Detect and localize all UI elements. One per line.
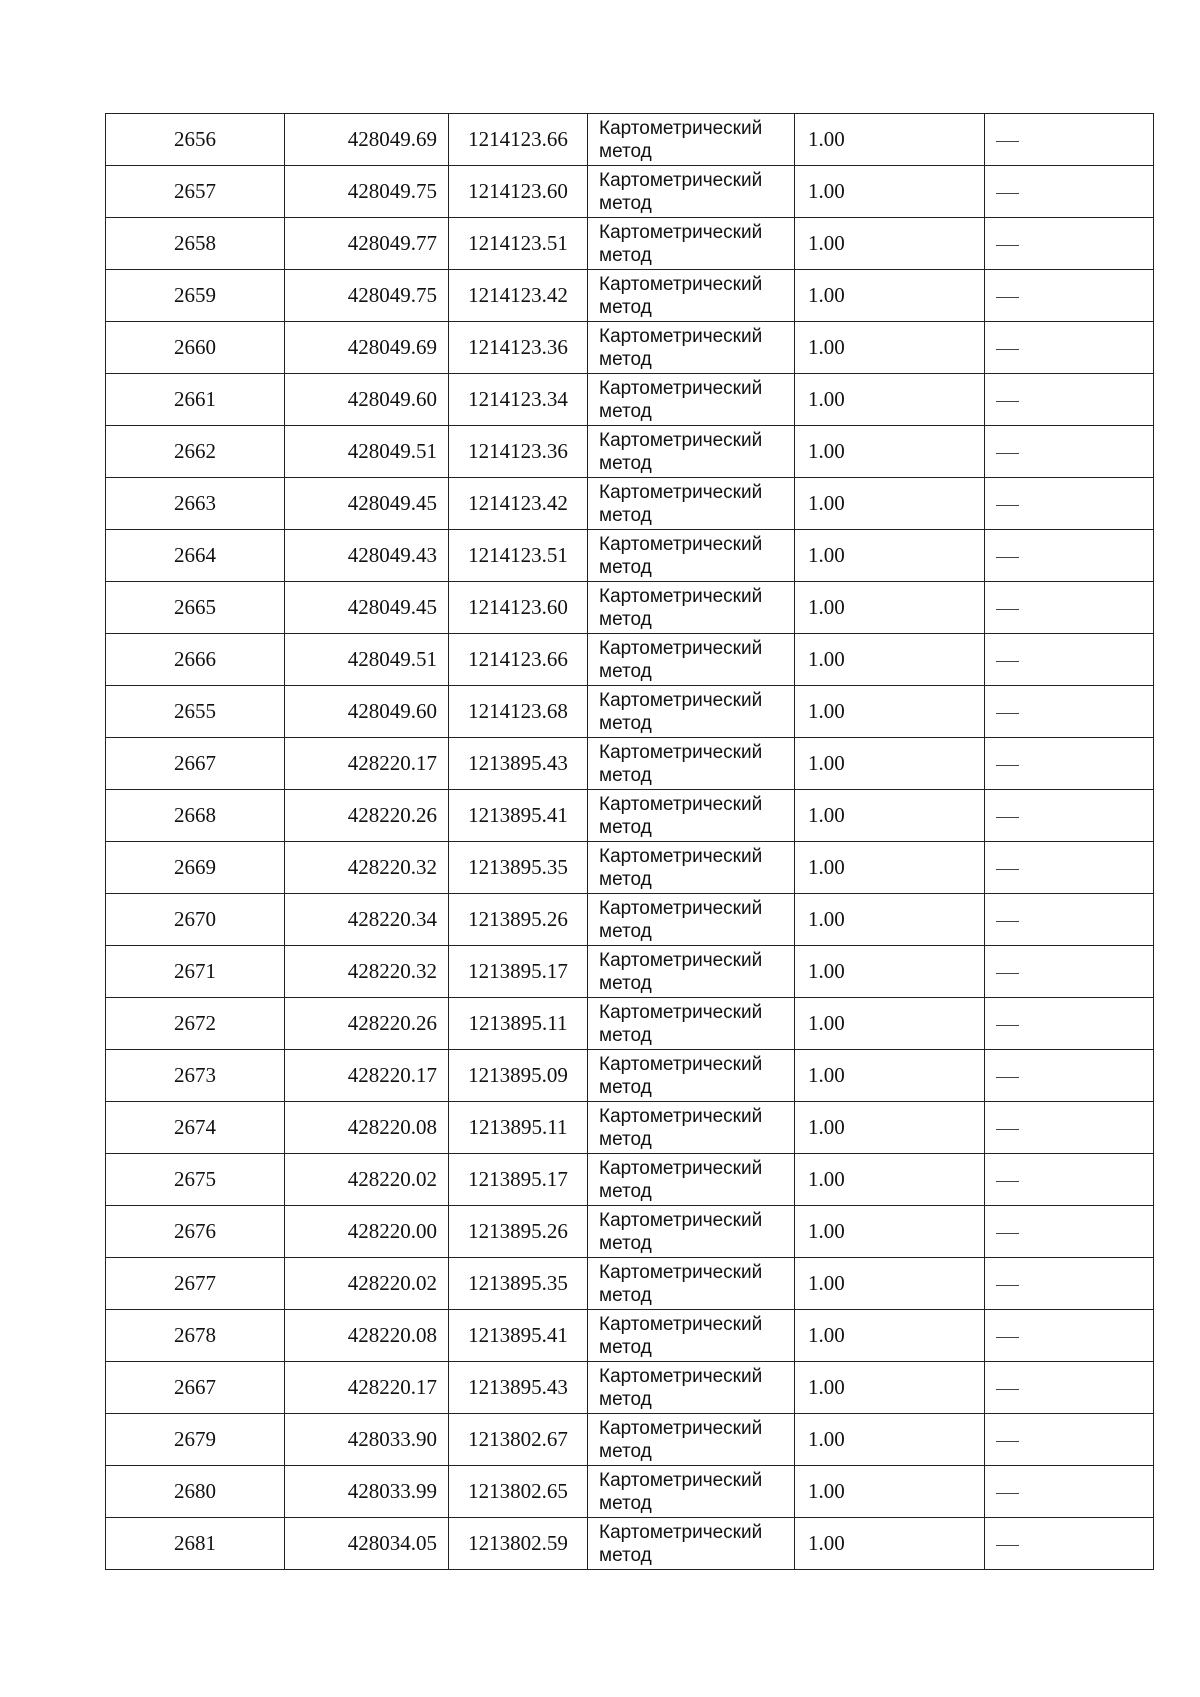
dash-mark <box>996 1025 1019 1026</box>
point-number-cell: 2659 <box>106 270 285 322</box>
point-number-cell: 2676 <box>106 1206 285 1258</box>
y-coordinate-cell: 1213895.26 <box>449 1206 588 1258</box>
x-coordinate-cell: 428220.17 <box>285 1362 449 1414</box>
table-row <box>106 998 1154 1050</box>
y-coordinate-cell: 1213802.65 <box>449 1466 588 1518</box>
accuracy-cell: 1.00 <box>795 530 985 582</box>
point-number-cell: 2677 <box>106 1258 285 1310</box>
accuracy-cell: 1.00 <box>795 1154 985 1206</box>
dash-mark <box>996 1233 1019 1234</box>
y-coordinate-cell: 1214123.34 <box>449 374 588 426</box>
y-coordinate-cell: 1213802.67 <box>449 1414 588 1466</box>
dash-mark <box>996 193 1019 194</box>
dash-mark <box>996 141 1019 142</box>
x-coordinate-cell: 428220.08 <box>285 1310 449 1362</box>
method-cell: Картометрический метод <box>588 1362 795 1414</box>
dash-mark <box>996 1077 1019 1078</box>
table-row <box>106 634 1154 686</box>
method-cell: Картометрический метод <box>588 530 795 582</box>
accuracy-cell: 1.00 <box>795 634 985 686</box>
note-cell <box>985 1050 1154 1102</box>
note-cell <box>985 1362 1154 1414</box>
table-row <box>106 686 1154 738</box>
point-number-cell: 2667 <box>106 738 285 790</box>
dash-mark <box>996 661 1019 662</box>
dash-mark <box>996 1441 1019 1442</box>
note-cell <box>985 530 1154 582</box>
point-number-cell: 2680 <box>106 1466 285 1518</box>
note-cell <box>985 218 1154 270</box>
dash-mark <box>996 557 1019 558</box>
y-coordinate-cell: 1213895.11 <box>449 998 588 1050</box>
table-row <box>106 1466 1154 1518</box>
accuracy-cell: 1.00 <box>795 426 985 478</box>
y-coordinate-cell: 1214123.60 <box>449 582 588 634</box>
x-coordinate-cell: 428049.69 <box>285 322 449 374</box>
y-coordinate-cell: 1214123.51 <box>449 530 588 582</box>
point-number-cell: 2660 <box>106 322 285 374</box>
point-number-cell: 2663 <box>106 478 285 530</box>
dash-mark <box>996 1337 1019 1338</box>
coordinates-table <box>105 113 1154 1570</box>
y-coordinate-cell: 1214123.42 <box>449 270 588 322</box>
accuracy-cell: 1.00 <box>795 686 985 738</box>
y-coordinate-cell: 1213895.26 <box>449 894 588 946</box>
dash-mark <box>996 921 1019 922</box>
note-cell <box>985 166 1154 218</box>
note-cell <box>985 478 1154 530</box>
dash-mark <box>996 349 1019 350</box>
y-coordinate-cell: 1213895.17 <box>449 1154 588 1206</box>
dash-mark <box>996 765 1019 766</box>
note-cell <box>985 738 1154 790</box>
note-cell <box>985 114 1154 166</box>
point-number-cell: 2667 <box>106 1362 285 1414</box>
x-coordinate-cell: 428049.60 <box>285 686 449 738</box>
x-coordinate-cell: 428049.45 <box>285 582 449 634</box>
accuracy-cell: 1.00 <box>795 946 985 998</box>
point-number-cell: 2671 <box>106 946 285 998</box>
y-coordinate-cell: 1213895.35 <box>449 842 588 894</box>
x-coordinate-cell: 428049.43 <box>285 530 449 582</box>
y-coordinate-cell: 1213895.11 <box>449 1102 588 1154</box>
x-coordinate-cell: 428049.60 <box>285 374 449 426</box>
table-row <box>106 790 1154 842</box>
accuracy-cell: 1.00 <box>795 374 985 426</box>
note-cell <box>985 270 1154 322</box>
y-coordinate-cell: 1213895.41 <box>449 1310 588 1362</box>
dash-mark <box>996 609 1019 610</box>
table-row <box>106 426 1154 478</box>
x-coordinate-cell: 428033.99 <box>285 1466 449 1518</box>
table-row <box>106 842 1154 894</box>
dash-mark <box>996 401 1019 402</box>
method-cell: Картометрический метод <box>588 894 795 946</box>
x-coordinate-cell: 428220.02 <box>285 1154 449 1206</box>
x-coordinate-cell: 428049.77 <box>285 218 449 270</box>
point-number-cell: 2674 <box>106 1102 285 1154</box>
table-row <box>106 270 1154 322</box>
x-coordinate-cell: 428034.05 <box>285 1518 449 1570</box>
point-number-cell: 2665 <box>106 582 285 634</box>
method-cell: Картометрический метод <box>588 582 795 634</box>
dash-mark <box>996 1181 1019 1182</box>
point-number-cell: 2681 <box>106 1518 285 1570</box>
table-row <box>106 1310 1154 1362</box>
point-number-cell: 2670 <box>106 894 285 946</box>
x-coordinate-cell: 428049.51 <box>285 634 449 686</box>
method-cell: Картометрический метод <box>588 790 795 842</box>
accuracy-cell: 1.00 <box>795 478 985 530</box>
method-cell: Картометрический метод <box>588 218 795 270</box>
table-row <box>106 1414 1154 1466</box>
x-coordinate-cell: 428220.00 <box>285 1206 449 1258</box>
dash-mark <box>996 1493 1019 1494</box>
y-coordinate-cell: 1214123.66 <box>449 634 588 686</box>
note-cell <box>985 582 1154 634</box>
accuracy-cell: 1.00 <box>795 270 985 322</box>
accuracy-cell: 1.00 <box>795 1362 985 1414</box>
method-cell: Картометрический метод <box>588 114 795 166</box>
x-coordinate-cell: 428049.69 <box>285 114 449 166</box>
method-cell: Картометрический метод <box>588 1310 795 1362</box>
point-number-cell: 2657 <box>106 166 285 218</box>
accuracy-cell: 1.00 <box>795 894 985 946</box>
point-number-cell: 2666 <box>106 634 285 686</box>
method-cell: Картометрический метод <box>588 1050 795 1102</box>
accuracy-cell: 1.00 <box>795 1206 985 1258</box>
accuracy-cell: 1.00 <box>795 1414 985 1466</box>
method-cell: Картометрический метод <box>588 1414 795 1466</box>
method-cell: Картометрический метод <box>588 634 795 686</box>
dash-mark <box>996 245 1019 246</box>
point-number-cell: 2656 <box>106 114 285 166</box>
accuracy-cell: 1.00 <box>795 1050 985 1102</box>
table-row <box>106 374 1154 426</box>
method-cell: Картометрический метод <box>588 686 795 738</box>
y-coordinate-cell: 1213895.41 <box>449 790 588 842</box>
note-cell <box>985 1102 1154 1154</box>
table-row <box>106 166 1154 218</box>
dash-mark <box>996 1389 1019 1390</box>
method-cell: Картометрический метод <box>588 426 795 478</box>
point-number-cell: 2672 <box>106 998 285 1050</box>
method-cell: Картометрический метод <box>588 1206 795 1258</box>
point-number-cell: 2662 <box>106 426 285 478</box>
x-coordinate-cell: 428220.26 <box>285 998 449 1050</box>
accuracy-cell: 1.00 <box>795 218 985 270</box>
table-row <box>106 582 1154 634</box>
accuracy-cell: 1.00 <box>795 738 985 790</box>
x-coordinate-cell: 428049.75 <box>285 270 449 322</box>
y-coordinate-cell: 1214123.36 <box>449 322 588 374</box>
table-row <box>106 1206 1154 1258</box>
y-coordinate-cell: 1214123.51 <box>449 218 588 270</box>
note-cell <box>985 1518 1154 1570</box>
accuracy-cell: 1.00 <box>795 322 985 374</box>
method-cell: Картометрический метод <box>588 1258 795 1310</box>
note-cell <box>985 946 1154 998</box>
table-row <box>106 1154 1154 1206</box>
dash-mark <box>996 713 1019 714</box>
point-number-cell: 2668 <box>106 790 285 842</box>
note-cell <box>985 790 1154 842</box>
method-cell: Картометрический метод <box>588 1466 795 1518</box>
dash-mark <box>996 1545 1019 1546</box>
dash-mark <box>996 453 1019 454</box>
table-row <box>106 738 1154 790</box>
y-coordinate-cell: 1214123.68 <box>449 686 588 738</box>
y-coordinate-cell: 1213895.43 <box>449 738 588 790</box>
point-number-cell: 2679 <box>106 1414 285 1466</box>
dash-mark <box>996 297 1019 298</box>
dash-mark <box>996 1129 1019 1130</box>
table-row <box>106 1258 1154 1310</box>
note-cell <box>985 322 1154 374</box>
note-cell <box>985 1414 1154 1466</box>
point-number-cell: 2675 <box>106 1154 285 1206</box>
table-row <box>106 478 1154 530</box>
x-coordinate-cell: 428220.17 <box>285 738 449 790</box>
note-cell <box>985 842 1154 894</box>
accuracy-cell: 1.00 <box>795 1518 985 1570</box>
dash-mark <box>996 1285 1019 1286</box>
note-cell <box>985 1154 1154 1206</box>
y-coordinate-cell: 1214123.66 <box>449 114 588 166</box>
accuracy-cell: 1.00 <box>795 582 985 634</box>
y-coordinate-cell: 1213895.09 <box>449 1050 588 1102</box>
point-number-cell: 2664 <box>106 530 285 582</box>
accuracy-cell: 1.00 <box>795 1258 985 1310</box>
dash-mark <box>996 817 1019 818</box>
accuracy-cell: 1.00 <box>795 842 985 894</box>
table-body <box>106 114 1154 1570</box>
x-coordinate-cell: 428033.90 <box>285 1414 449 1466</box>
x-coordinate-cell: 428220.08 <box>285 1102 449 1154</box>
table-row <box>106 1362 1154 1414</box>
x-coordinate-cell: 428220.02 <box>285 1258 449 1310</box>
accuracy-cell: 1.00 <box>795 1466 985 1518</box>
note-cell <box>985 1206 1154 1258</box>
y-coordinate-cell: 1214123.42 <box>449 478 588 530</box>
method-cell: Картометрический метод <box>588 946 795 998</box>
table-row <box>106 114 1154 166</box>
x-coordinate-cell: 428049.45 <box>285 478 449 530</box>
table-row <box>106 1518 1154 1570</box>
method-cell: Картометрический метод <box>588 842 795 894</box>
dash-mark <box>996 973 1019 974</box>
note-cell <box>985 426 1154 478</box>
dash-mark <box>996 869 1019 870</box>
method-cell: Картометрический метод <box>588 322 795 374</box>
x-coordinate-cell: 428220.34 <box>285 894 449 946</box>
x-coordinate-cell: 428049.75 <box>285 166 449 218</box>
x-coordinate-cell: 428220.32 <box>285 842 449 894</box>
method-cell: Картометрический метод <box>588 738 795 790</box>
x-coordinate-cell: 428220.26 <box>285 790 449 842</box>
point-number-cell: 2658 <box>106 218 285 270</box>
method-cell: Картометрический метод <box>588 998 795 1050</box>
point-number-cell: 2678 <box>106 1310 285 1362</box>
point-number-cell: 2655 <box>106 686 285 738</box>
method-cell: Картометрический метод <box>588 270 795 322</box>
x-coordinate-cell: 428220.32 <box>285 946 449 998</box>
table-row <box>106 1102 1154 1154</box>
accuracy-cell: 1.00 <box>795 998 985 1050</box>
accuracy-cell: 1.00 <box>795 114 985 166</box>
table-row <box>106 322 1154 374</box>
y-coordinate-cell: 1213895.35 <box>449 1258 588 1310</box>
note-cell <box>985 374 1154 426</box>
note-cell <box>985 894 1154 946</box>
method-cell: Картометрический метод <box>588 1102 795 1154</box>
method-cell: Картометрический метод <box>588 478 795 530</box>
note-cell <box>985 686 1154 738</box>
table-row <box>106 894 1154 946</box>
table-row <box>106 530 1154 582</box>
note-cell <box>985 1258 1154 1310</box>
dash-mark <box>996 505 1019 506</box>
point-number-cell: 2673 <box>106 1050 285 1102</box>
method-cell: Картометрический метод <box>588 374 795 426</box>
x-coordinate-cell: 428220.17 <box>285 1050 449 1102</box>
y-coordinate-cell: 1213802.59 <box>449 1518 588 1570</box>
y-coordinate-cell: 1213895.43 <box>449 1362 588 1414</box>
y-coordinate-cell: 1214123.60 <box>449 166 588 218</box>
x-coordinate-cell: 428049.51 <box>285 426 449 478</box>
table-row <box>106 218 1154 270</box>
method-cell: Картометрический метод <box>588 1154 795 1206</box>
accuracy-cell: 1.00 <box>795 1310 985 1362</box>
point-number-cell: 2669 <box>106 842 285 894</box>
table-row <box>106 946 1154 998</box>
accuracy-cell: 1.00 <box>795 790 985 842</box>
accuracy-cell: 1.00 <box>795 1102 985 1154</box>
note-cell <box>985 998 1154 1050</box>
y-coordinate-cell: 1214123.36 <box>449 426 588 478</box>
y-coordinate-cell: 1213895.17 <box>449 946 588 998</box>
note-cell <box>985 1310 1154 1362</box>
accuracy-cell: 1.00 <box>795 166 985 218</box>
table-row <box>106 1050 1154 1102</box>
method-cell: Картометрический метод <box>588 1518 795 1570</box>
method-cell: Картометрический метод <box>588 166 795 218</box>
point-number-cell: 2661 <box>106 374 285 426</box>
note-cell <box>985 634 1154 686</box>
note-cell <box>985 1466 1154 1518</box>
